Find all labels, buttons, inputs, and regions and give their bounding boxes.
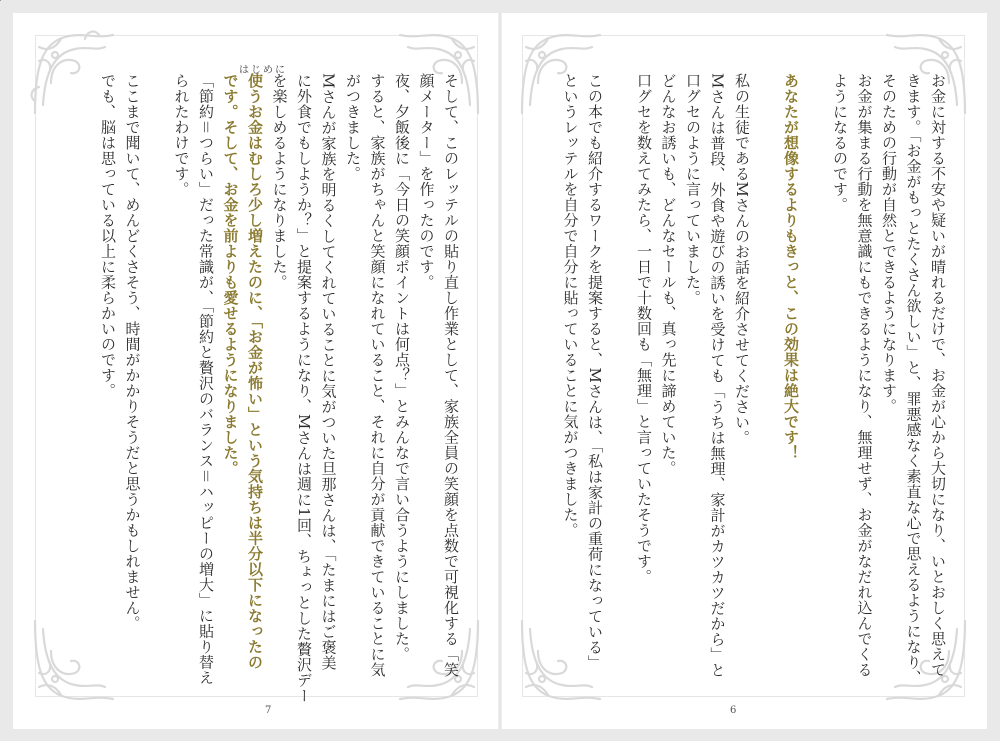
emphasis-line: あなたが想像するよりもきっと、この効果は絶大です！ <box>782 73 800 461</box>
text-line: お金が集まる行動を無意識にもできるようになり、無理せず、お金がなだれ込んでくる <box>855 73 874 678</box>
text-line: この本でも紹介するワークを提案すると、Mさんは、「私は家計の重荷になっている」 <box>586 73 604 671</box>
text-line: お金に対する不安や疑いが晴れるだけで、お金が心から大切になり、いとおしく思えて <box>929 73 947 678</box>
text-line: 顔メーター」を作ったのです。 <box>417 73 436 290</box>
text-line: というレッテルを自分で自分に貼っていることに気がつきました。 <box>561 73 580 538</box>
text-line: どんなお誘いも、どんなセールも、真っ先に諦めていた。 <box>659 73 678 476</box>
text-line: 私の生徒であるMさんのお話を紹介させてください。 <box>733 73 751 446</box>
text-line: きます。「お金がもっとたくさん欲しい」と、罪悪感なく素直な心で思えるようになり、 <box>904 73 923 686</box>
paragraph-gap <box>145 73 170 693</box>
text-line: Mさんが家族を明るくしてくれていることに気がついた旦那さんは、「たまにはご褒美 <box>319 73 338 671</box>
left-page <box>13 13 500 729</box>
text-line: 夜、夕飯後に「今日の笑顔ポイントは何点？」とみんなで言い合うようにしました。 <box>393 73 411 662</box>
book-spread <box>13 13 987 729</box>
emphasis-line: 使うお金はむしろ少し増えたのに、「お金が怖い」という気持ちは半分以下になったの <box>246 73 264 670</box>
paragraph-gap <box>803 73 828 693</box>
text-line: そして、このレッテルの貼り直し作業として、家族全員の笑顔を点数で可視化する「笑 <box>442 73 460 678</box>
text-line: 「節約＝つらい」だった常識が、「節約と贅沢のバランス＝ハッピーの増大」に貼り替え <box>197 73 215 686</box>
text-line: でも、脳は思っている以上に柔らかいのです。 <box>99 73 117 399</box>
text-line: を楽しめるようになりました。 <box>270 73 289 290</box>
text-line: ようになるのです。 <box>831 73 849 213</box>
text-line: ここまで聞いて、めんどくさそう、時間がかかりそうだと思うかもしれません。 <box>123 73 142 631</box>
running-head: はじめに <box>239 65 287 76</box>
page-number: 6 <box>730 705 737 716</box>
text-line: がつきました。 <box>344 73 362 182</box>
paragraph-gap <box>607 73 632 693</box>
text-line: 口グセを数えてみたら、一日で十数回も「無理」と言っていたそうです。 <box>635 73 653 585</box>
paragraph-gap <box>754 73 779 693</box>
text-line: に外食でもしようか？」と提案するようになり、Mさんは週に1回、ちょっとした贅沢デー <box>295 73 313 704</box>
right-page <box>500 13 987 729</box>
text-line: すると、家族がちゃんと笑顔になれていること、それに自分が貢献できていることに気 <box>368 73 387 678</box>
text-line: 口グセのように言っていました。 <box>684 73 702 306</box>
right-page-body <box>558 73 950 693</box>
text-line: そのための行動が自然とできるようになります。 <box>880 73 898 414</box>
text-line: Mさんは普段、外食や遊びの誘いを受けても「うちは無理、家計がカツカツだから」と <box>708 73 727 678</box>
left-page-body <box>96 73 464 704</box>
text-line: られたわけです。 <box>172 73 191 197</box>
page-number: 7 <box>265 705 272 716</box>
emphasis-line: です。そして、お金を前よりも愛せるようになりました。 <box>221 73 240 476</box>
